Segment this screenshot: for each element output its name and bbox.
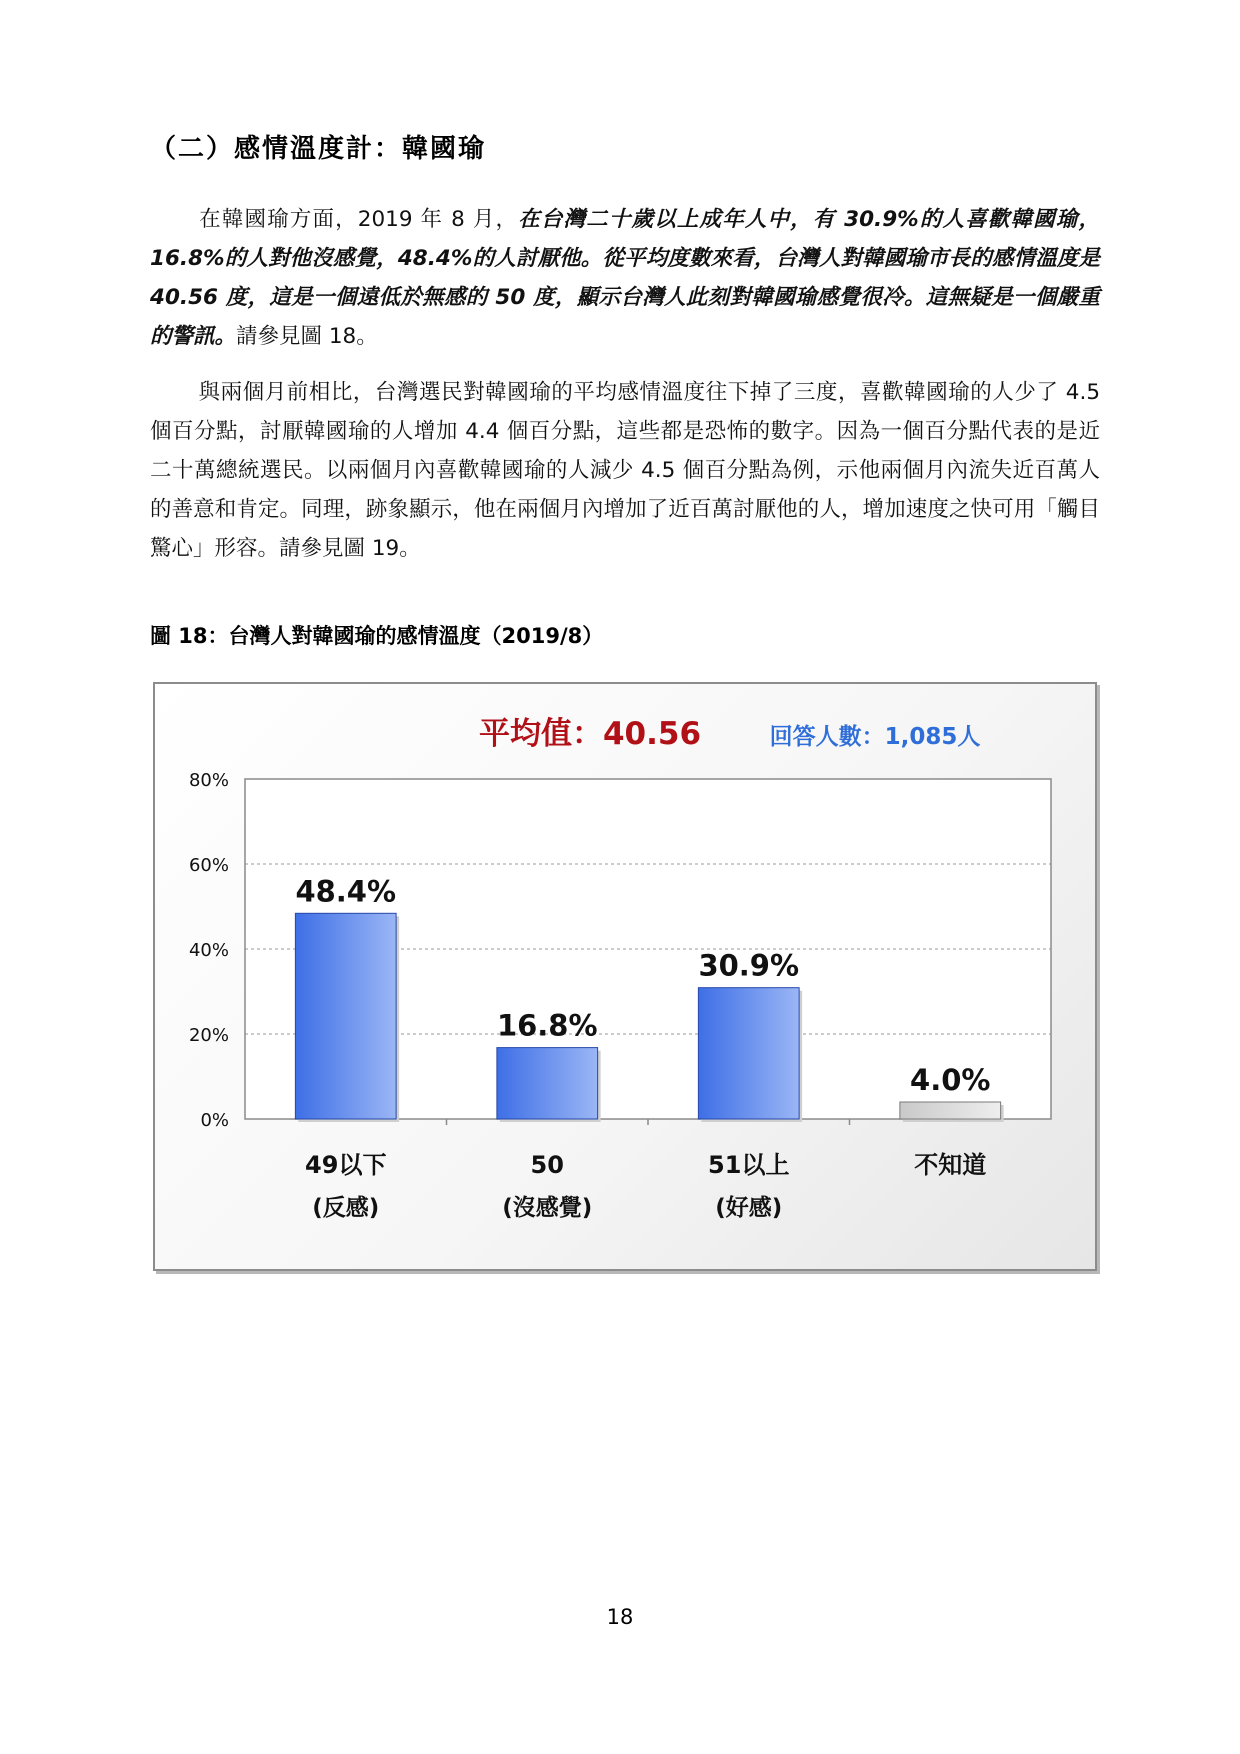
paragraph-2-text: 與兩個月前相比，台灣選民對韓國瑜的平均感情溫度往下掉了三度，喜歡韓國瑜的人少了 4.5 個百分點，討厭韓國瑜的人增加 4.4 個百分點，這些都是恐怖的數字。因為一個百分點代表的是近二十萬總統選民。以兩個月內喜歡韓國瑜的人減少 4.5 個百分點為例，示他兩個月內流失近百萬人的善意和肯定。同理，跡象顯示，他在兩個月內增加了近百萬討厭他的人，增加速度之快可用「觸目驚心」形容。請參見圖 19。 [150,380,1100,561]
plot-area [189,770,1051,1221]
paragraph-1-intro: 在韓國瑜方面，2019 年 8 月， [198,207,519,232]
bar [698,988,799,1119]
paragraph-1 [150,200,1100,356]
bar [900,1102,1001,1119]
paragraph-1-reference: 請參見圖 18。 [236,324,378,349]
x-category-label: 50 [530,1151,564,1179]
figure-caption: 圖 18：台灣人對韓國瑜的感情溫度（2019/8） [150,624,604,648]
x-category-sublabel: (反感) [312,1195,380,1221]
bar-value-label: 48.4% [295,874,397,909]
x-category-sublabel: (沒感覺) [502,1195,593,1221]
paragraph-2 [150,373,1100,568]
bar [295,913,396,1119]
chart-title: 平均值：40.56 [478,716,702,752]
bar-value-label: 16.8% [496,1008,598,1043]
y-tick-label: 80% [188,770,229,791]
x-category-label: 49以下 [305,1151,387,1179]
chart-frame [153,682,1097,1271]
paragraph-1-emphasis: 在台灣二十歲以上成年人中，有 30.9%的人喜歡韓國瑜，16.8%的人對他沒感覺，48.4%的人討厭他。從平均度數來看，台灣人對韓國瑜市長的感情溫度是 40.56 度，這是一個遠低於無感的 50 度，顯示台灣人此刻對韓國瑜感覺很冷。這無疑是一個嚴重的警訊。 [150,207,1101,349]
y-tick-label: 60% [188,855,229,876]
bar-value-label: 4.0% [910,1063,991,1097]
bar-chart [155,684,1095,1269]
y-tick-label: 20% [188,1025,229,1046]
x-category-sublabel: (好感) [715,1195,783,1221]
bar-value-label: 30.9% [698,948,800,983]
section-title: （二）感情溫度計：韓國瑜 [150,134,487,164]
chart-subtitle: 回答人數：1,085人 [769,724,981,750]
x-category-label: 不知道 [914,1151,987,1179]
y-tick-label: 40% [188,940,229,961]
x-category-label: 51以上 [708,1151,790,1179]
page-number: 18 [606,1605,634,1629]
y-tick-label: 0% [200,1110,229,1131]
bar [497,1048,598,1119]
